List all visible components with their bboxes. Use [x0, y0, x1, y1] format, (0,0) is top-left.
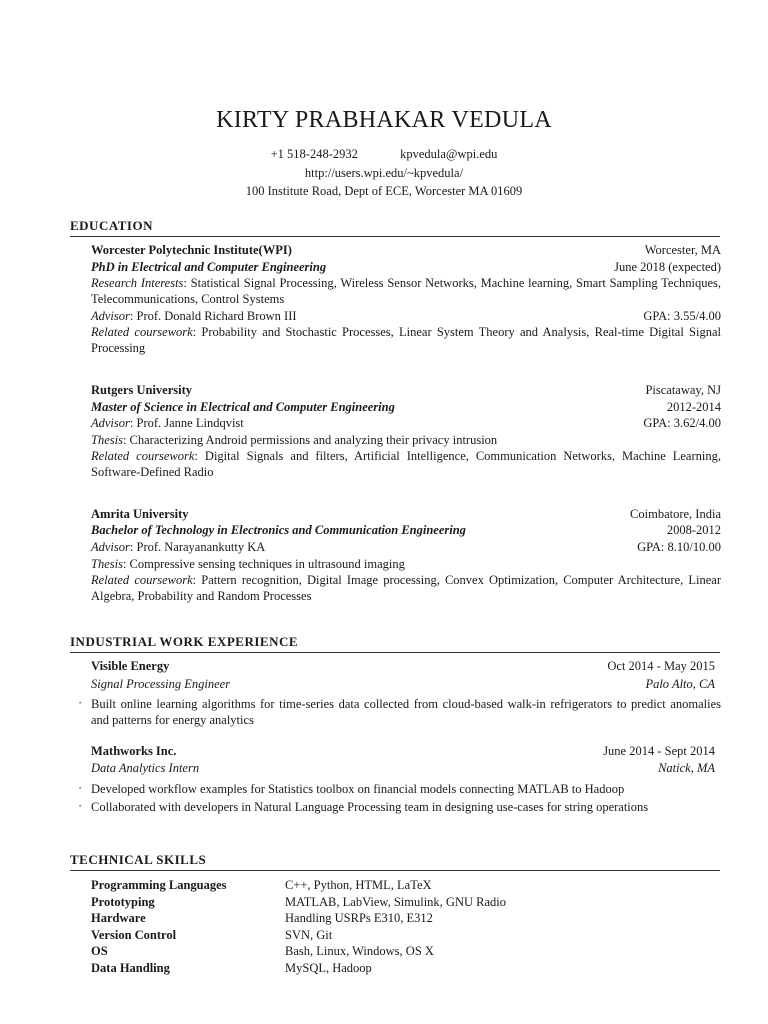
- skill-value: SVN, Git: [285, 928, 333, 942]
- job-bullet: Developed workflow examples for Statistics toolbox on financial models connecting MATLAB to Hadoop: [91, 782, 625, 796]
- skill-value: MATLAB, LabView, Simulink, GNU Radio: [285, 895, 506, 909]
- section-heading-education: EDUCATION: [70, 218, 153, 233]
- job-bullet: Collaborated with developers in Natural Language Processing team in designing use-cases for string operations: [91, 800, 649, 814]
- edu-rutgers-degree: [91, 399, 721, 415]
- edu-amrita-header: [91, 506, 721, 522]
- gpa: GPA: 3.62/4.00: [643, 416, 721, 430]
- edu-wpi-coursework: Related coursework: Probability and Stochastic Processes, Linear System Theory and Analysis, Real-time Digital Signal Processing: [91, 325, 721, 355]
- edu-amrita-degree: [91, 522, 721, 538]
- company-name: Mathworks Inc.: [91, 744, 177, 758]
- edu-rutgers-coursework: Related coursework: Digital Signals and filters, Artificial Intelligence, Communication Networks, Machine Learning, Software-Defined Radio: [91, 449, 721, 479]
- degree-name: Master of Science in Electrical and Computer Engineering: [91, 400, 395, 414]
- company-name: Visible Energy: [91, 659, 170, 673]
- school-name: Rutgers University: [91, 383, 193, 397]
- section-heading-experience: INDUSTRIAL WORK EXPERIENCE: [70, 634, 299, 649]
- edu-wpi-degree: [91, 259, 721, 275]
- skill-value: Handling USRPs E310, E312: [285, 911, 433, 925]
- school-name: Amrita University: [91, 507, 189, 521]
- gpa: GPA: 3.55/4.00: [643, 309, 721, 323]
- job-dates: June 2014 - Sept 2014: [603, 744, 715, 758]
- job-bullet: Built online learning algorithms for time-series data collected from cloud-based walk-in refrigerators to predict anomalies and patterns for energy analytics: [91, 697, 721, 727]
- section-rule: [70, 870, 720, 871]
- bullet-icon: ·: [78, 799, 83, 813]
- skill-label: Programming Languages: [91, 878, 227, 892]
- degree-name: Bachelor of Technology in Electronics and Communication Engineering: [91, 523, 466, 537]
- skill-value: Bash, Linux, Windows, OS X: [285, 944, 434, 958]
- job-location: Natick, MA: [658, 761, 715, 775]
- resume-name: KIRTY PRABHAKAR VEDULA: [216, 107, 552, 133]
- edu-wpi-advisor: Advisor: Prof. Donald Richard Brown III GPA: 3.55/4.00: [91, 309, 721, 323]
- job-mathworks-header: [91, 743, 715, 759]
- skill-label: Data Handling: [91, 961, 170, 975]
- job-role: Data Analytics Intern: [91, 761, 200, 775]
- degree-dates: 2008-2012: [666, 523, 721, 537]
- section-rule: [70, 236, 720, 237]
- edu-amrita-advisor: Advisor: Prof. Narayanankutty KA GPA: 8.10/10.00: [91, 540, 721, 554]
- skill-value: MySQL, Hadoop: [285, 961, 372, 975]
- skill-label: Prototyping: [91, 895, 155, 909]
- section-heading-skills: TECHNICAL SKILLS: [70, 852, 207, 867]
- job-role: Signal Processing Engineer: [91, 677, 231, 691]
- school-location: Piscataway, NJ: [645, 383, 721, 397]
- job-dates: Oct 2014 - May 2015: [607, 659, 715, 673]
- skill-label: Version Control: [91, 928, 177, 942]
- edu-wpi-header: [91, 242, 721, 258]
- skill-value: C++, Python, HTML, LaTeX: [285, 878, 432, 892]
- school-location: Worcester, MA: [644, 243, 721, 257]
- job-visible-role: [91, 676, 715, 692]
- degree-dates: 2012-2014: [666, 400, 721, 414]
- gpa: GPA: 8.10/10.00: [637, 540, 721, 554]
- edu-rutgers-header: [91, 382, 721, 398]
- job-visible-header: [91, 658, 715, 674]
- address: 100 Institute Road, Dept of ECE, Worcester MA 01609: [245, 184, 523, 198]
- edu-rutgers-advisor: Advisor: Prof. Janne Lindqvist GPA: 3.62/4.00: [91, 416, 721, 430]
- edu-amrita-coursework: Related coursework: Pattern recognition, Digital Image processing, Convex Optimization, Computer Architecture, Linear Algebra, Probability and Random Processes: [91, 573, 721, 603]
- edu-rutgers-thesis: Thesis: Characterizing Android permissions and analyzing their privacy intrusion: [91, 433, 498, 447]
- edu-wpi-interests: Research Interests: Statistical Signal Processing, Wireless Sensor Networks, Machine learning, Smart Sampling Techniques, Telecommunications, Control Systems: [91, 276, 721, 306]
- phone: +1 518-248-2932: [270, 147, 358, 161]
- school-location: Coimbatore, India: [630, 507, 721, 521]
- contact-line-1: [0, 147, 768, 162]
- bullet-icon: ·: [78, 781, 83, 795]
- skill-label: Hardware: [91, 911, 146, 925]
- degree-dates: June 2018 (expected): [614, 260, 721, 274]
- bullet-icon: ·: [78, 696, 83, 710]
- section-rule: [70, 652, 720, 653]
- school-name: Worcester Polytechnic Institute(WPI): [91, 243, 292, 257]
- website-link[interactable]: http://users.wpi.edu/~kpvedula/: [304, 166, 464, 180]
- job-mathworks-role: [91, 760, 715, 776]
- job-location: Palo Alto, CA: [645, 677, 715, 691]
- degree-name: PhD in Electrical and Computer Engineering: [91, 260, 327, 274]
- skill-label: OS: [91, 944, 108, 958]
- edu-amrita-thesis: Thesis: Compressive sensing techniques in ultrasound imaging: [91, 557, 405, 571]
- email-link[interactable]: kpvedula@wpi.edu: [400, 147, 498, 161]
